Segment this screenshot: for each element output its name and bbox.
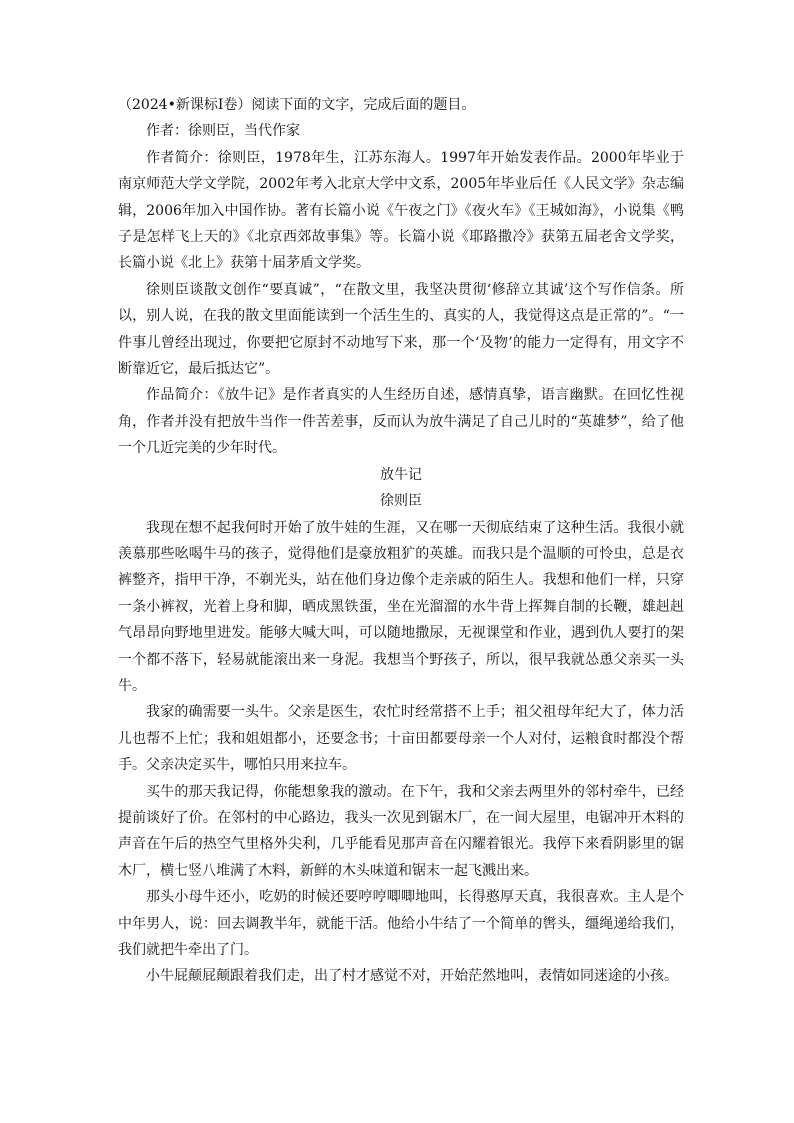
article-paragraph: 那头小母牛还小，吃奶的时候还要哼哼唧唧地叫，长得憨厚天真，我很喜欢。主人是个中年男人，说：回去调教半年，就能干活。他给小牛结了一个简单的辔头，缰绳递给我们，我们就把牛牵出了门。 — [118, 889, 684, 958]
author-line: 作者：徐则臣，当代作家 — [146, 123, 300, 140]
author-intro: 作者简介：徐则臣，1978年生，江苏东海人。1997年开始发表作品。2000年毕业于南京师范大学文学院，2002年考入北京大学中文系，2005年毕业后任《人民文学》杂志编辑，2006年加入中国作协。著有长篇小说《午夜之门》《夜火车》《王城如海》，小说集《鸭子是怎样飞上天的》《北京西郊故事集》等。长篇小说《耶路撒冷》获第五届老舍文学奖，长篇小说《北上》获第十届茅盾文学奖。 — [118, 149, 684, 272]
article-title: 放牛记 — [380, 466, 422, 483]
article-paragraph: 我现在想不起我何时开始了放牛娃的生涯，又在哪一天彻底结束了这种生活。我很小就羡慕那些吆喝牛马的孩子，觉得他们是豪放粗犷的英雄。而我只是个温顺的可怜虫，总是衣裤整齐，指甲干净，不剃光头，站在他们身边像个走亲戚的陌生人。我想和他们一样，只穿一条小裤衩，光着上身和脚，晒成黑铁蛋，坐在光溜溜的水牛背上挥舞自制的长鞭，雄赳赳气昂昂向野地里进发。能够大喊大叫，可以随地撒尿，无视课堂和作业，遇到仇人要打的架一个都不落下，轻易就能滚出来一身泥。我想当个野孩子，所以，很早我就怂恿父亲买一头牛。 — [118, 519, 684, 694]
document-page — [118, 92, 684, 990]
article-paragraph: 我家的确需要一头牛。父亲是医生，农忙时经常搭不上手；祖父祖母年纪大了，体力活儿也帮不上忙；我和姐姐都小，还要念书；十亩田都要母亲一个人对付，运粮食时都没个帮手。父亲决定买牛，哪怕只用来拉车。 — [118, 704, 684, 774]
source-line: （2024•新课标Ⅰ卷）阅读下面的文字，完成后面的题目。 — [118, 97, 476, 113]
essay-view: 徐则臣谈散文创作“要真诚”，“在散文里，我坚决贯彻‘修辞立其诚’这个写作信条。所以，别人说，在我的散文里面能读到一个活生生的、真实的人，我觉得这点是正常的”。“一件事儿曾经出现过，你要把它原封不动地写下来，那一个‘及物’的能力一定得有，用文字不断靠近它，最后抵达它”。 — [118, 281, 684, 378]
work-intro: 作品简介：《放牛记》是作者真实的人生经历自述，感情真挚，语言幽默。在回忆性视角，作者并没有把放牛当作一件苦差事，反而认为放牛满足了自己儿时的“英雄梦”，给了他一个几近完美的少年时代。 — [118, 387, 684, 457]
article-byline: 徐则臣 — [380, 493, 422, 510]
article-paragraph: 买牛的那天我记得，你能想象我的激动。在下午，我和父亲去两里外的邻村牵牛，已经提前谈好了价。在邻村的中心路边，我头一次见到锯木厂，在一间大屋里，电锯冲开木料的声音在午后的热空气里格外尖利，几乎能看见那声音在闪耀着银光。我停下来看阴影里的锯木厂，横七竖八堆满了木料，新鲜的木头味道和锯末一起飞溅出来。 — [118, 783, 684, 879]
article-paragraph: 小牛屁颠屁颠跟着我们走，出了村才感觉不对，开始茫然地叫，表情如同迷途的小孩。 — [146, 968, 678, 985]
